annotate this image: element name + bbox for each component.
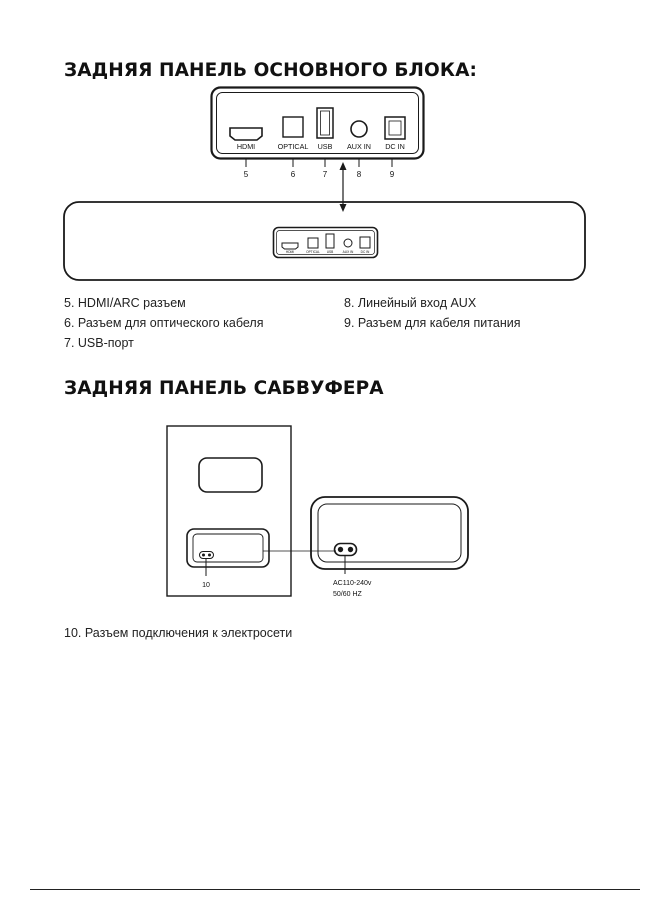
- section-title-main-unit: ЗАДНЯЯ ПАНЕЛЬ ОСНОВНОГО БЛОКА:: [64, 60, 477, 81]
- power-spec-frequency: 50/60 HZ: [333, 591, 362, 598]
- port-label-aux: AUX IN: [347, 142, 371, 151]
- small-port-label-usb: USB: [326, 250, 334, 254]
- subwoofer-power-panel: [187, 529, 269, 567]
- list-item-9: 9. Разъем для кабеля питания: [344, 316, 521, 330]
- small-port-label-aux: AUX IN: [342, 250, 354, 254]
- small-power-socket-icon: [200, 552, 214, 559]
- zoomed-power-panel: [311, 497, 468, 569]
- list-item-5: 5. HDMI/ARC разъем: [64, 296, 186, 310]
- small-port-label-hdmi: HDMI: [285, 250, 295, 254]
- dc-port-icon: [385, 117, 405, 139]
- section-title-subwoofer: ЗАДНЯЯ ПАНЕЛЬ САБВУФЕРА: [64, 378, 384, 399]
- port-label-optical: OPTICAL: [277, 142, 309, 151]
- subwoofer-body: [167, 426, 291, 596]
- optical-port-icon: [283, 117, 303, 137]
- port-label-usb: USB: [317, 142, 333, 151]
- hdmi-port-icon: [230, 128, 262, 140]
- list-item-8: 8. Линейный вход AUX: [344, 296, 477, 310]
- list-item-7: 7. USB-порт: [64, 336, 134, 350]
- aux-port-icon: [351, 121, 367, 137]
- soundbar-body: [64, 202, 585, 280]
- callout-number-9: 9: [389, 170, 395, 179]
- subwoofer-vent: [199, 458, 262, 492]
- callout-number-5: 5: [243, 170, 249, 179]
- callout-number-8: 8: [356, 170, 362, 179]
- list-item-10: 10. Разъем подключения к электросети: [64, 626, 293, 640]
- main-unit-rear-panel-diagram: [0, 0, 653, 300]
- list-item-6: 6. Разъем для оптического кабеля: [64, 316, 264, 330]
- port-label-dc: DC IN: [385, 142, 405, 151]
- page-bottom-rule: [30, 889, 640, 890]
- port-label-hdmi: HDMI: [236, 142, 256, 151]
- small-port-label-optical: OPTICAL: [306, 250, 320, 254]
- small-port-label-dc: DC IN: [360, 250, 370, 254]
- usb-port-icon: [317, 108, 333, 138]
- power-socket-icon: [335, 544, 357, 556]
- power-spec-voltage: AC110-240v: [333, 580, 372, 587]
- callout-number-10: 10: [202, 582, 210, 589]
- callout-number-6: 6: [290, 170, 296, 179]
- callout-number-7: 7: [322, 170, 328, 179]
